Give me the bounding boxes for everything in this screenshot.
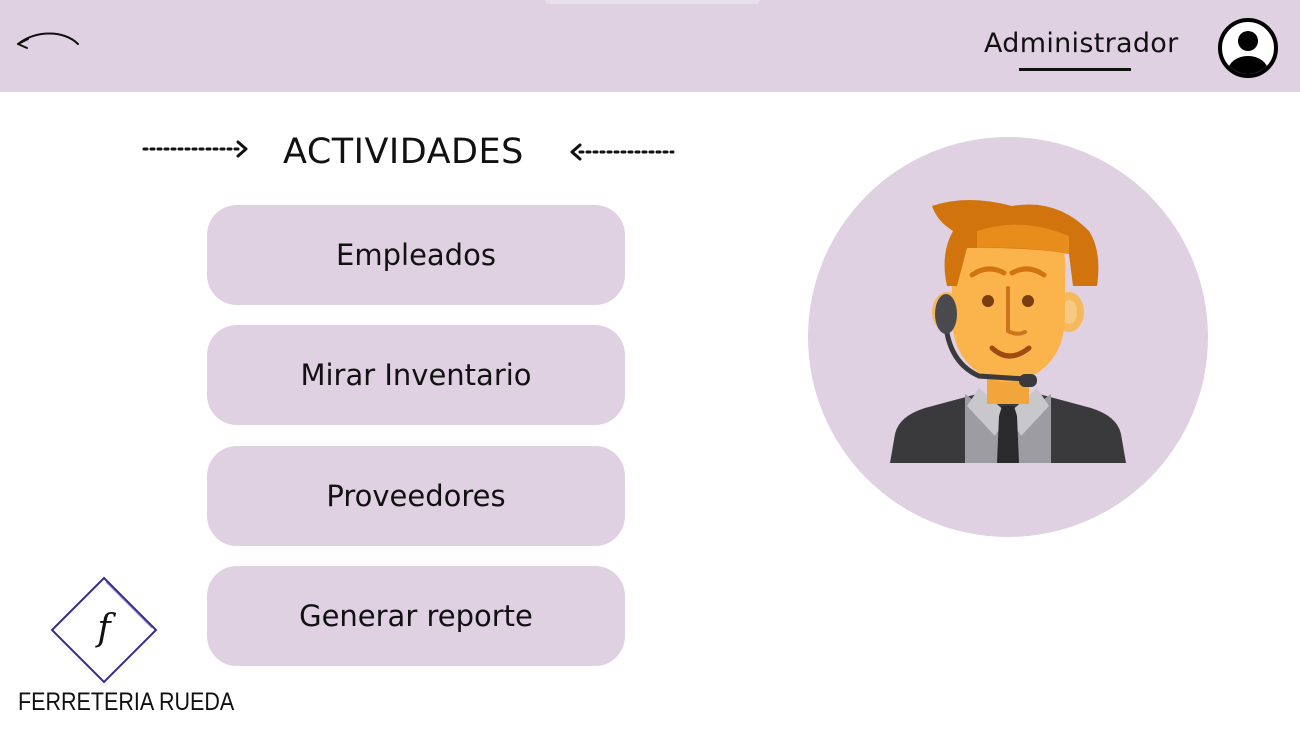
logo-letter: f [97,608,111,649]
brand-logo [48,574,160,686]
section-title: ACTIVIDADES [283,132,524,172]
back-arrow-icon[interactable] [12,22,84,54]
top-bar-notch [545,0,760,4]
role-underline [1019,68,1131,71]
user-avatar-icon[interactable] [1217,17,1279,79]
support-agent-illustration [807,136,1209,538]
inventory-button[interactable]: Mirar Inventario [207,325,625,425]
top-bar [0,0,1300,92]
role-label: Administrador [984,28,1179,59]
dotted-arrow-right-icon [142,137,252,161]
suppliers-button[interactable]: Proveedores [207,446,625,546]
employees-button[interactable]: Empleados [207,205,625,305]
brand-name: FERRETERIA RUEDA [18,688,235,716]
dotted-arrow-left-icon [566,140,676,164]
generate-report-button[interactable]: Generar reporte [207,566,625,666]
